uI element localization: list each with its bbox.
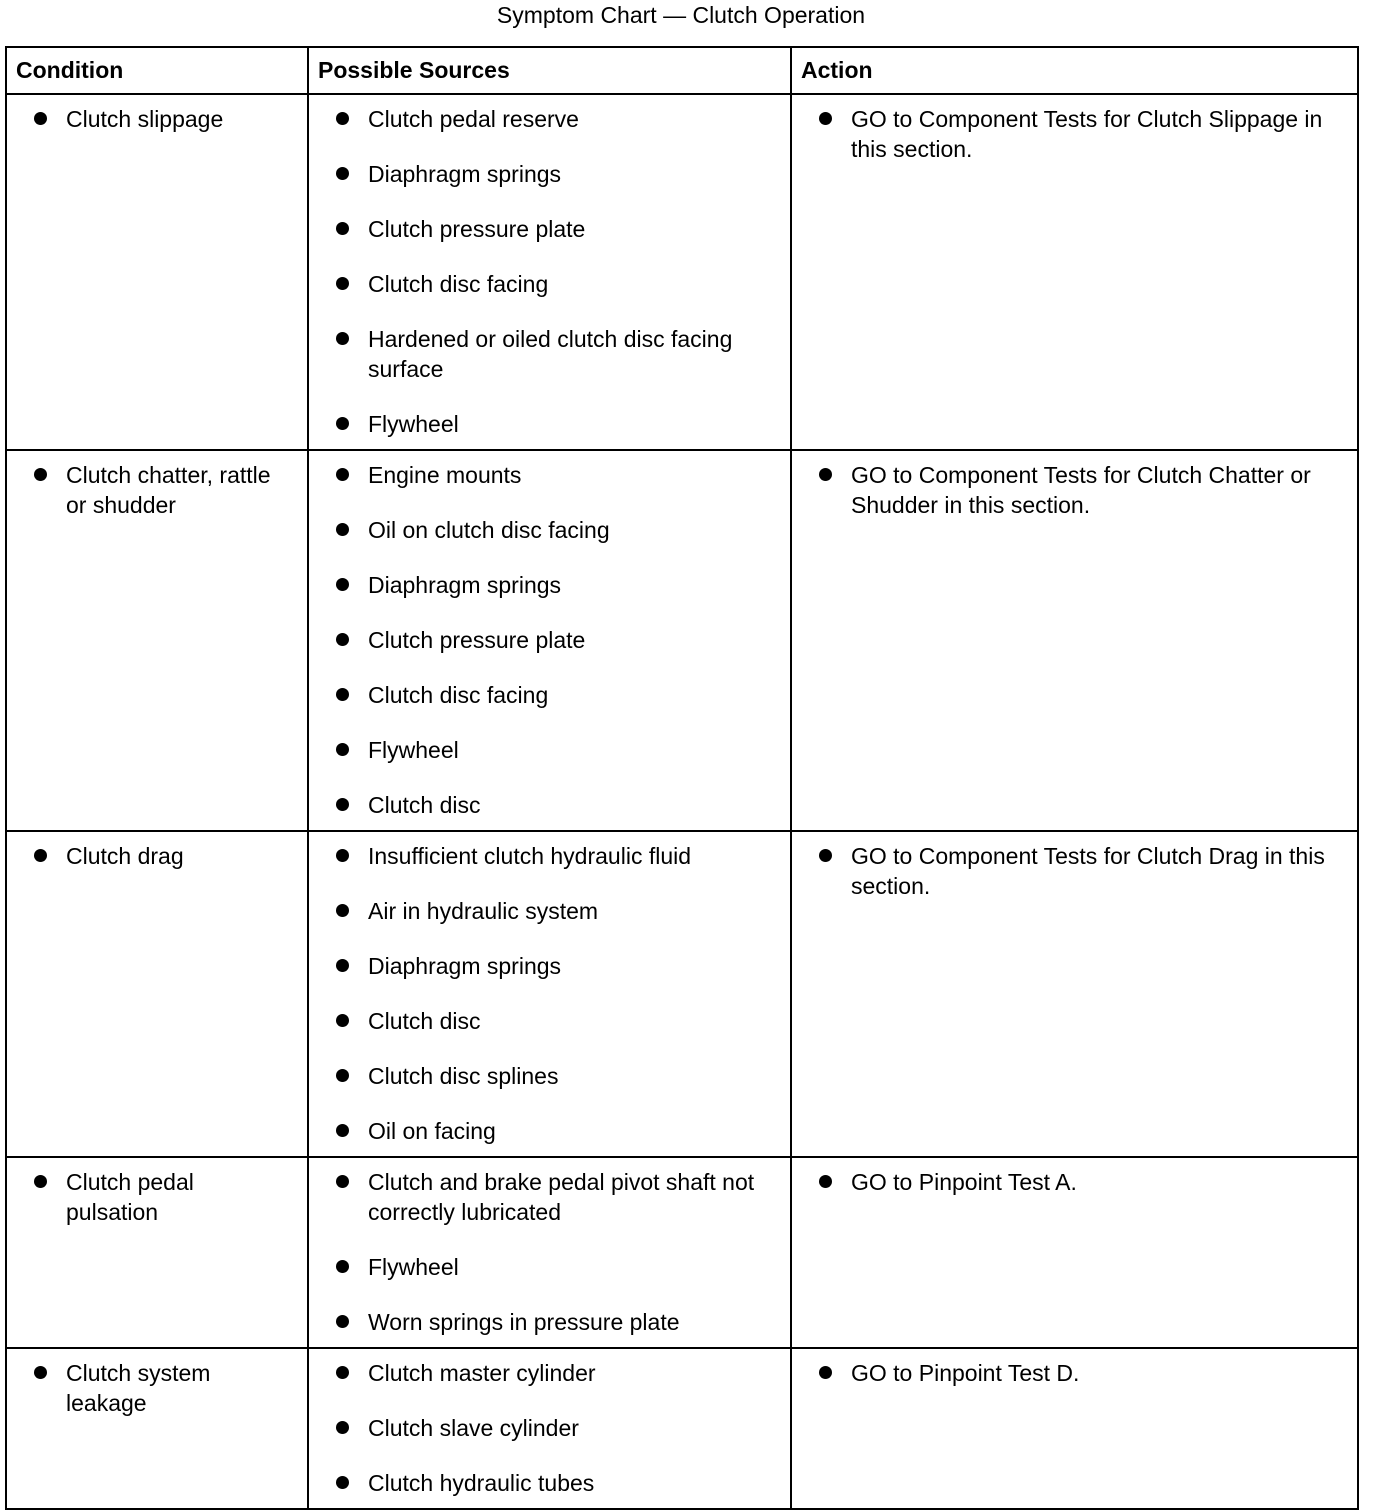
bullet-icon [819, 1175, 832, 1188]
source-item [331, 896, 772, 926]
source-item-text: Insufficient clutch hydraulic fluid [368, 843, 692, 869]
bullet-icon [336, 1260, 349, 1273]
bullet-icon [336, 849, 349, 862]
sources-cell [308, 1157, 791, 1348]
action-item [814, 460, 1339, 520]
bullet-icon [336, 578, 349, 591]
action-cell [791, 94, 1358, 450]
condition-item-text: Clutch drag [66, 843, 184, 869]
source-item [331, 409, 772, 439]
source-item-text: Diaphragm springs [368, 572, 562, 598]
source-item [331, 625, 772, 655]
bullet-icon [34, 1175, 47, 1188]
symptom-chart-table [5, 46, 1359, 1510]
source-item [331, 1413, 772, 1443]
table-row [6, 831, 1358, 1157]
bullet-icon [336, 1315, 349, 1328]
action-cell [791, 450, 1358, 831]
condition-cell [6, 831, 308, 1157]
bullet-icon [336, 1366, 349, 1379]
condition-item [29, 1167, 289, 1227]
source-item [331, 1358, 772, 1388]
source-item-text: Clutch disc splines [368, 1063, 559, 1089]
sources-cell [308, 831, 791, 1157]
action-cell [791, 1157, 1358, 1348]
source-item [331, 1061, 772, 1091]
sources-cell [308, 450, 791, 831]
table-row [6, 450, 1358, 831]
action-item [814, 104, 1339, 164]
source-item-text: Air in hydraulic system [368, 898, 599, 924]
source-item [331, 460, 772, 490]
source-item-text: Clutch disc [368, 792, 481, 818]
source-item-text: Clutch hydraulic tubes [368, 1470, 595, 1496]
source-item-text: Clutch and brake pedal pivot shaft not correctly lubricated [368, 1169, 755, 1225]
source-item [331, 104, 772, 134]
condition-item-text: Clutch chatter, rattle or shudder [66, 462, 271, 518]
source-item-text: Clutch master cylinder [368, 1360, 596, 1386]
action-item-text: GO to Component Tests for Clutch Chatter or Shudder in this section. [851, 462, 1311, 518]
bullet-icon [336, 332, 349, 345]
source-item [331, 159, 772, 189]
chart-body [6, 94, 1358, 1509]
source-item-text: Clutch pressure plate [368, 216, 586, 242]
header-possible-sources: Possible Sources [308, 47, 791, 94]
source-item-text: Clutch slave cylinder [368, 1415, 579, 1441]
source-item [331, 515, 772, 545]
bullet-icon [34, 1366, 47, 1379]
bullet-icon [336, 112, 349, 125]
bullet-icon [819, 112, 832, 125]
action-item-text: GO to Component Tests for Clutch Slippage in this section. [851, 106, 1323, 162]
condition-cell [6, 1348, 308, 1509]
source-item [331, 1006, 772, 1036]
condition-cell [6, 1157, 308, 1348]
bullet-icon [336, 523, 349, 536]
condition-item [29, 841, 289, 871]
chart-title: Symptom Chart — Clutch Operation [496, 2, 866, 28]
condition-cell [6, 94, 308, 450]
bullet-icon [336, 798, 349, 811]
source-item-text: Diaphragm springs [368, 161, 562, 187]
bullet-icon [336, 468, 349, 481]
source-item [331, 1252, 772, 1282]
action-item [814, 841, 1339, 901]
header-row [6, 47, 1358, 94]
condition-item-text: Clutch system leakage [66, 1360, 211, 1416]
bullet-icon [34, 112, 47, 125]
bullet-icon [336, 1014, 349, 1027]
bullet-icon [336, 633, 349, 646]
source-item-text: Worn springs in pressure plate [368, 1309, 680, 1335]
bullet-icon [819, 468, 832, 481]
header-action: Action [791, 47, 1358, 94]
source-item-text: Clutch disc facing [368, 682, 549, 708]
action-cell [791, 831, 1358, 1157]
source-item-text: Flywheel [368, 411, 459, 437]
source-item-text: Clutch pedal reserve [368, 106, 579, 132]
bullet-icon [336, 1421, 349, 1434]
source-item [331, 1307, 772, 1337]
source-item [331, 570, 772, 600]
source-item [331, 790, 772, 820]
source-item [331, 735, 772, 765]
source-item-text: Diaphragm springs [368, 953, 562, 979]
source-item [331, 1116, 772, 1146]
bullet-icon [336, 417, 349, 430]
bullet-icon [336, 277, 349, 290]
condition-item [29, 104, 289, 134]
action-item-text: GO to Pinpoint Test A. [851, 1169, 1077, 1195]
bullet-icon [336, 959, 349, 972]
condition-item-text: Clutch slippage [66, 106, 224, 132]
source-item-text: Clutch pressure plate [368, 627, 586, 653]
action-item [814, 1358, 1339, 1388]
source-item [331, 680, 772, 710]
table-row [6, 94, 1358, 450]
source-item-text: Clutch disc [368, 1008, 481, 1034]
source-item [331, 214, 772, 244]
table-row [6, 1348, 1358, 1509]
sources-cell [308, 1348, 791, 1509]
source-item [331, 269, 772, 299]
bullet-icon [336, 1124, 349, 1137]
source-item [331, 841, 772, 871]
condition-item-text: Clutch pedal pulsation [66, 1169, 194, 1225]
sources-cell [308, 94, 791, 450]
source-item-text: Clutch disc facing [368, 271, 549, 297]
bullet-icon [819, 849, 832, 862]
action-item-text: GO to Pinpoint Test D. [851, 1360, 1080, 1386]
bullet-icon [336, 743, 349, 756]
bullet-icon [336, 1175, 349, 1188]
condition-item [29, 460, 289, 520]
source-item-text: Oil on facing [368, 1118, 496, 1144]
bullet-icon [336, 222, 349, 235]
source-item [331, 951, 772, 981]
table-row [6, 1157, 1358, 1348]
bullet-icon [336, 1069, 349, 1082]
action-item-text: GO to Component Tests for Clutch Drag in this section. [851, 843, 1325, 899]
bullet-icon [336, 904, 349, 917]
bullet-icon [336, 688, 349, 701]
bullet-icon [336, 1476, 349, 1489]
bullet-icon [34, 849, 47, 862]
bullet-icon [336, 167, 349, 180]
source-item [331, 1468, 772, 1498]
source-item-text: Hardened or oiled clutch disc facing surface [368, 326, 733, 382]
header-condition: Condition [6, 47, 308, 94]
condition-item [29, 1358, 289, 1418]
source-item [331, 324, 772, 384]
condition-cell [6, 450, 308, 831]
source-item-text: Flywheel [368, 737, 459, 763]
bullet-icon [34, 468, 47, 481]
action-item [814, 1167, 1339, 1197]
source-item-text: Flywheel [368, 1254, 459, 1280]
bullet-icon [819, 1366, 832, 1379]
source-item [331, 1167, 772, 1227]
source-item-text: Oil on clutch disc facing [368, 517, 610, 543]
source-item-text: Engine mounts [368, 462, 522, 488]
action-cell [791, 1348, 1358, 1509]
